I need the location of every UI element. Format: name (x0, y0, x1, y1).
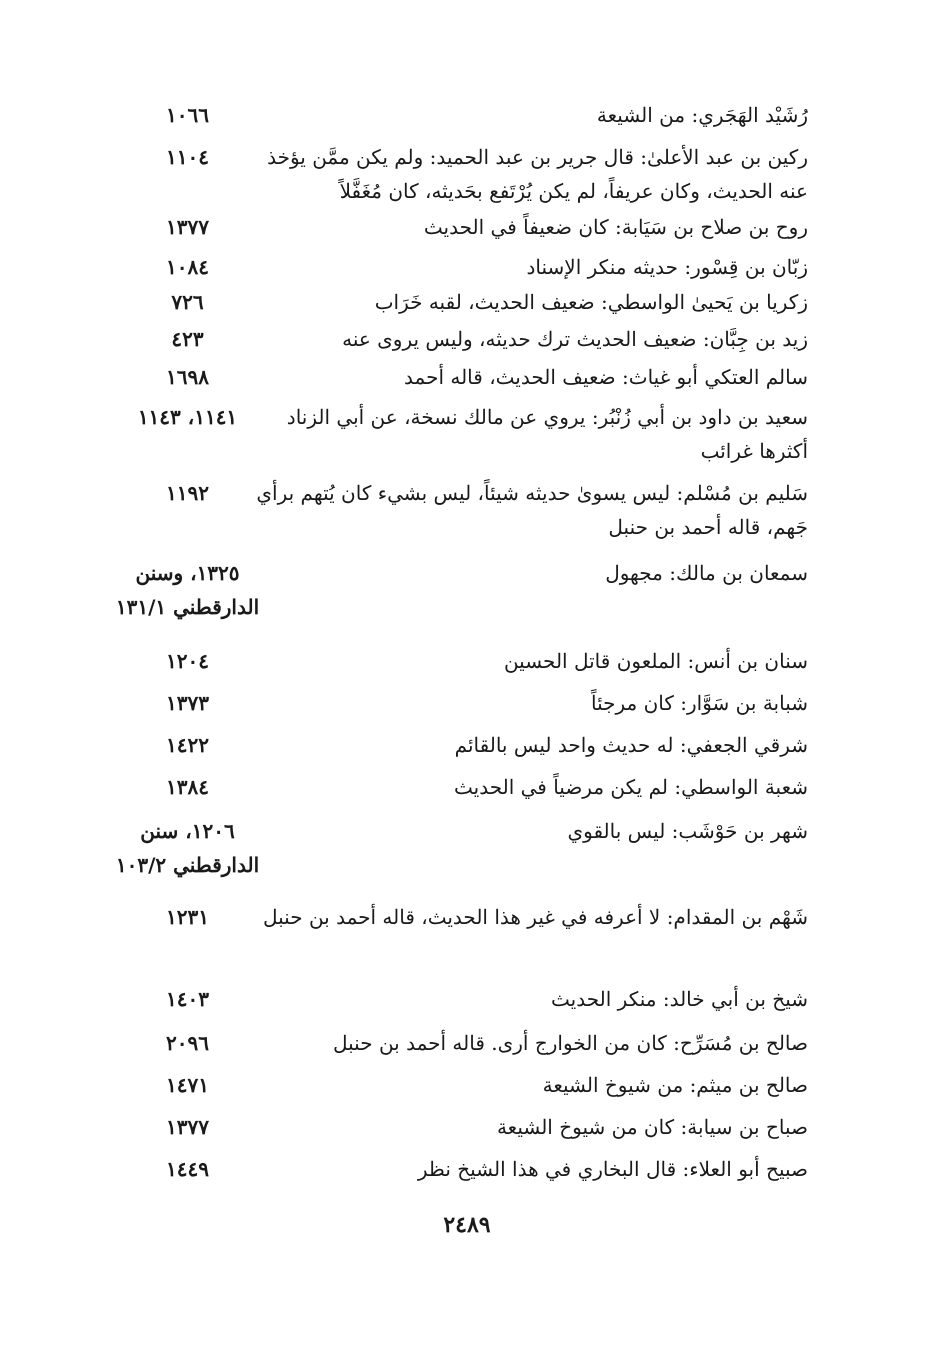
entry-text: زبّان بن قِسْور: حديثه منكر الإسناد (526, 255, 808, 279)
entry-ref: ١٤٠٣ (166, 987, 209, 1011)
entry-text: شرقي الجعفي: له حديث واحد ليس بالقائم (454, 733, 808, 757)
entry-ref: ١٢٠٦، سنن الدارقطني ١٠٣/٢ (115, 819, 260, 877)
entry-ref: ١٠٨٤ (166, 255, 209, 279)
entry-text: شيخ بن أبي خالد: منكر الحديث (551, 987, 808, 1011)
entry-text: سعيد بن داود بن أبي زُنْبُر: يروي عن مالك نسخة، عن أبي الزناد أكثرها غرائب (286, 405, 808, 463)
entry-ref: ٧٢٦ (171, 290, 204, 314)
entry-ref: ١٤٧١ (166, 1073, 209, 1097)
entry-text: شعبة الواسطي: لم يكن مرضياً في الحديث (453, 775, 808, 799)
entry-text: سمعان بن مالك: مجهول (605, 561, 808, 585)
entry-text: روح بن صلاح بن سَيَابة: كان ضعيفاً في الحديث (423, 215, 808, 239)
entry-text: سَليم بن مُسْلم: ليس يسوىٰ حديثه شيئاً، ليس بشيء كان يُتهم برأي جَهم، قاله أحمد بن حنبل (256, 481, 808, 539)
entry-ref: ١٢٣١ (166, 905, 209, 929)
entry-ref: ١٠٦٦ (166, 103, 209, 127)
entry-ref: ١٣٨٤ (166, 775, 209, 799)
entry-ref: ١٤٢٢ (166, 733, 209, 757)
entry-ref: ١١٤١، ١١٤٣ (137, 405, 238, 429)
entry-ref: ١١٠٤ (166, 145, 209, 169)
entry-text: زيد بن جِبَّان: ضعيف الحديث ترك حديثه، وليس يروى عنه (342, 327, 808, 351)
page-number: ٢٤٨٩ (443, 1212, 491, 1238)
entry-ref: ١١٩٢ (166, 481, 209, 505)
entry-text: صالح بن ميثم: من شيوخ الشيعة (542, 1073, 808, 1097)
entry-text: شبابة بن سَوَّار: كان مرجئاً (591, 691, 808, 715)
entry-text: سنان بن أنس: الملعون قاتل الحسين (503, 649, 808, 673)
entry-text: شهر بن حَوْشَب: ليس بالقوي (567, 819, 808, 843)
entry-ref: ١٣٧٧ (166, 1115, 209, 1139)
entry-text: صباح بن سيابة: كان من شيوخ الشيعة (496, 1115, 808, 1139)
entry-ref: ١٢٠٤ (166, 649, 209, 673)
entry-ref: ١٤٤٩ (166, 1157, 209, 1181)
entry-text: ركين بن عبد الأعلىٰ: قال جرير بن عبد الحميد: ولم يكن ممَّن يؤخذ عنه الحديث، وكان عريفاً، لم يكن يُرْتَفع بحَديثه، كان مُغَفَّلاً (267, 145, 808, 203)
entry-ref: ٤٢٣ (171, 327, 204, 351)
entry-text: سالم العتكي أبو غياث: ضعيف الحديث، قاله أحمد (404, 365, 808, 389)
entry-ref: ٢٠٩٦ (166, 1031, 209, 1055)
entry-ref: ١٣٢٥، وسنن الدارقطني ١٣١/١ (115, 561, 260, 619)
entry-ref: ١٦٩٨ (166, 365, 209, 389)
entry-text: رُشَيْد الهَجَري: من الشيعة (596, 103, 808, 127)
entry-text: زكريا بن يَحيىٰ الواسطي: ضعيف الحديث، لقبه خَرَاب (374, 290, 808, 314)
entry-ref: ١٣٧٣ (166, 691, 209, 715)
entry-text: شَهْم بن المقدام: لا أعرفه في غير هذا الحديث، قاله أحمد بن حنبل (263, 905, 808, 929)
entry-text: صبيح أبو العلاء: قال البخاري في هذا الشيخ نظر (417, 1157, 808, 1181)
entry-text: صالح بن مُسَرِّح: كان من الخوارج أرى. قاله أحمد بن حنبل (333, 1031, 808, 1055)
entry-ref: ١٣٧٧ (166, 215, 209, 239)
